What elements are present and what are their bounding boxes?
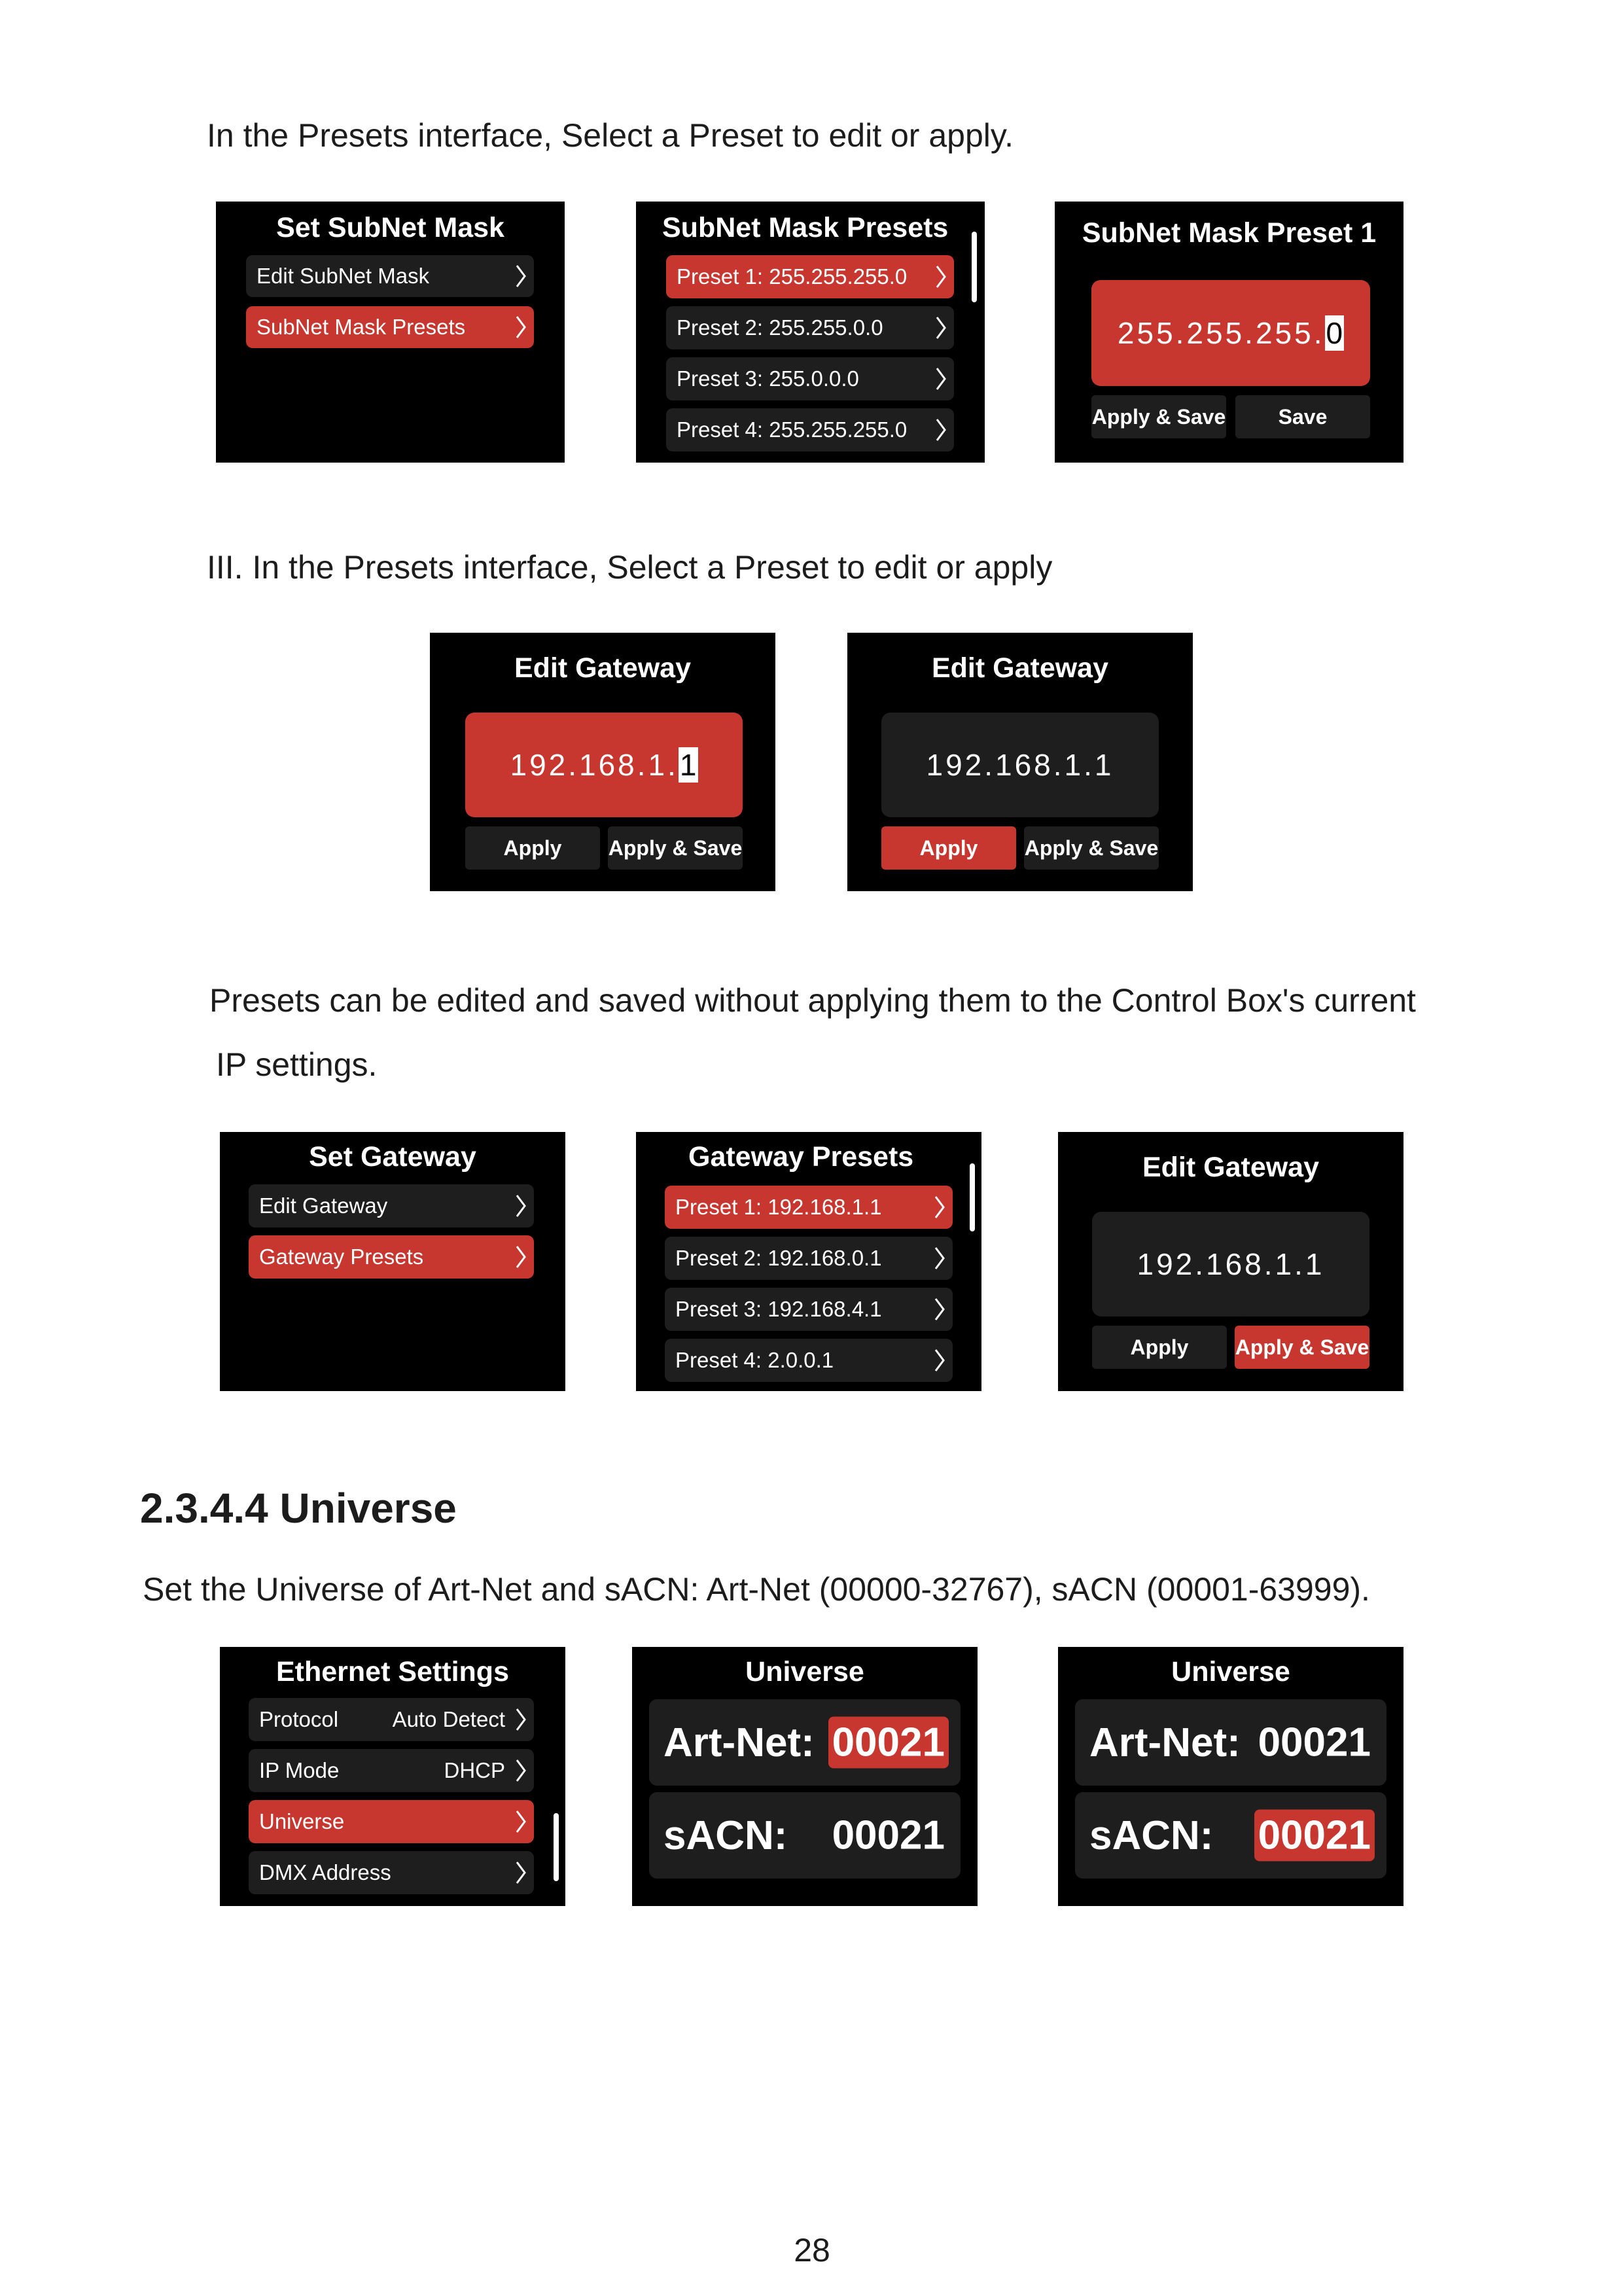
gateway-value-field[interactable]: 192.168.1.1 <box>881 713 1159 817</box>
apply-save-button[interactable]: Apply & Save <box>1024 826 1159 870</box>
artnet-value: 00021 <box>828 1717 949 1769</box>
sacn-value: 00021 <box>832 1812 945 1858</box>
screen-title: Set Gateway <box>309 1141 476 1173</box>
preset-item-4[interactable] <box>665 1339 953 1382</box>
menu-item-label: Edit SubNet Mask <box>256 264 430 288</box>
screen-title: Ethernet Settings <box>276 1656 509 1687</box>
scrollbar-thumb[interactable] <box>554 1813 559 1881</box>
screen-edit-gateway-apply <box>847 633 1193 891</box>
screen-title: SubNet Mask Preset 1 <box>1082 217 1377 249</box>
menu-item-label: Edit Gateway <box>259 1193 388 1218</box>
save-button[interactable]: Save <box>1235 395 1370 438</box>
menu-item-edit-subnet-mask[interactable] <box>246 255 534 297</box>
artnet-universe-row[interactable] <box>1075 1699 1386 1786</box>
apply-save-button[interactable]: Apply & Save <box>1235 1326 1369 1369</box>
page-number: 28 <box>794 2232 830 2269</box>
scrollbar-thumb[interactable] <box>970 1163 975 1231</box>
screen-set-gateway <box>220 1132 565 1391</box>
artnet-label: Art-Net: <box>1089 1720 1241 1765</box>
menu-item-ip-mode[interactable] <box>249 1749 534 1792</box>
chevron-right-icon <box>933 1194 946 1220</box>
preset-label: Preset 2: 255.255.0.0 <box>677 315 883 340</box>
sacn-label: sACN: <box>663 1812 788 1858</box>
chevron-right-icon <box>934 264 947 290</box>
value-text: 255.255.255. <box>1117 316 1325 350</box>
apply-save-button[interactable]: Apply & Save <box>608 826 743 870</box>
chevron-right-icon <box>514 263 527 289</box>
preset-label: Preset 1: 255.255.255.0 <box>677 264 908 289</box>
scrollbar-thumb[interactable] <box>972 232 977 302</box>
chevron-right-icon <box>933 1245 946 1271</box>
chevron-right-icon <box>514 1860 527 1886</box>
screen-title: Universe <box>745 1656 864 1687</box>
apply-save-button[interactable]: Apply & Save <box>1091 395 1226 438</box>
screen-edit-gateway-apply-save <box>1058 1132 1403 1391</box>
screen-set-subnet-mask <box>216 202 565 463</box>
sacn-value: 00021 <box>1254 1810 1375 1862</box>
artnet-universe-row[interactable] <box>649 1699 961 1786</box>
preset-item-2[interactable] <box>665 1237 953 1280</box>
chevron-right-icon <box>934 417 947 443</box>
preset-item-3[interactable] <box>666 357 954 400</box>
preset-item-4[interactable] <box>666 408 954 451</box>
sacn-universe-row[interactable] <box>1075 1792 1386 1879</box>
preset-label: Preset 2: 192.168.0.1 <box>675 1246 882 1270</box>
screen-subnet-mask-preset-1 <box>1055 202 1403 463</box>
preset-item-2[interactable] <box>666 306 954 349</box>
menu-item-label: SubNet Mask Presets <box>256 315 466 339</box>
chevron-right-icon <box>514 1244 527 1270</box>
intro-paragraph-3a: Presets can be edited and saved without applying them to the Control Box's current <box>209 982 1416 1019</box>
menu-item-label: Gateway Presets <box>259 1245 424 1269</box>
menu-item-value: DHCP <box>444 1758 505 1782</box>
screen-title: Edit Gateway <box>514 652 692 684</box>
menu-item-subnet-mask-presets[interactable] <box>246 306 534 348</box>
chevron-right-icon <box>514 1706 527 1733</box>
screen-edit-gateway-editing <box>430 633 775 891</box>
preset-label: Preset 3: 255.0.0.0 <box>677 366 859 391</box>
edit-cursor: 0 <box>1326 316 1343 350</box>
preset-label: Preset 3: 192.168.4.1 <box>675 1297 882 1321</box>
gateway-value-field[interactable]: 192.168.1.1 <box>1092 1212 1369 1316</box>
menu-item-label: DMX Address <box>259 1860 391 1884</box>
preset-label: Preset 4: 255.255.255.0 <box>677 417 908 442</box>
chevron-right-icon <box>514 314 527 340</box>
menu-item-gateway-presets[interactable] <box>249 1235 534 1279</box>
artnet-label: Art-Net: <box>663 1720 815 1765</box>
gateway-value-field[interactable] <box>465 713 743 817</box>
menu-item-universe[interactable] <box>249 1800 534 1843</box>
screen-title: Set SubNet Mask <box>276 212 504 243</box>
chevron-right-icon <box>933 1347 946 1373</box>
screen-subnet-mask-presets <box>636 202 985 463</box>
screen-title: Gateway Presets <box>688 1141 914 1173</box>
chevron-right-icon <box>934 366 947 392</box>
apply-button[interactable]: Apply <box>1092 1326 1227 1369</box>
screen-title: Universe <box>1171 1656 1290 1687</box>
apply-button[interactable]: Apply <box>881 826 1016 870</box>
preset-item-3[interactable] <box>665 1288 953 1331</box>
menu-item-dmx-address[interactable] <box>249 1851 534 1894</box>
menu-item-value: Auto Detect <box>392 1707 505 1731</box>
menu-item-label: Protocol <box>259 1707 339 1731</box>
artnet-value: 00021 <box>1258 1720 1371 1765</box>
menu-item-edit-gateway[interactable] <box>249 1184 534 1227</box>
screen-gateway-presets <box>636 1132 981 1391</box>
intro-paragraph-1: In the Presets interface, Select a Preset to edit or apply. <box>207 117 1014 154</box>
screen-universe-sacn <box>1058 1647 1403 1906</box>
screen-title: Edit Gateway <box>1142 1152 1320 1183</box>
preset-label: Preset 4: 2.0.0.1 <box>675 1348 834 1372</box>
section-heading-universe: 2.3.4.4 Universe <box>140 1485 457 1532</box>
sacn-universe-row[interactable] <box>649 1792 961 1879</box>
chevron-right-icon <box>514 1193 527 1219</box>
preset-item-1[interactable] <box>665 1186 953 1229</box>
screen-universe-artnet <box>632 1647 978 1906</box>
screen-title: Edit Gateway <box>931 652 1109 684</box>
sacn-label: sACN: <box>1089 1812 1214 1858</box>
subnet-mask-value-field[interactable] <box>1091 280 1370 386</box>
preset-item-1[interactable] <box>666 255 954 298</box>
edit-cursor: 1 <box>679 748 697 782</box>
menu-item-label: IP Mode <box>259 1758 340 1782</box>
intro-paragraph-3b: IP settings. <box>216 1046 378 1083</box>
screen-ethernet-settings <box>220 1647 565 1906</box>
value-text: 192.168.1. <box>510 748 679 782</box>
menu-item-label: Universe <box>259 1809 345 1833</box>
screen-title: SubNet Mask Presets <box>662 212 949 243</box>
chevron-right-icon <box>934 315 947 341</box>
chevron-right-icon <box>933 1296 946 1322</box>
menu-item-protocol[interactable] <box>249 1698 534 1741</box>
apply-button[interactable]: Apply <box>465 826 600 870</box>
chevron-right-icon <box>514 1757 527 1784</box>
chevron-right-icon <box>514 1809 527 1835</box>
preset-label: Preset 1: 192.168.1.1 <box>675 1195 882 1219</box>
intro-paragraph-2: III. In the Presets interface, Select a Preset to edit or apply <box>207 549 1053 586</box>
universe-description: Set the Universe of Art-Net and sACN: Art-Net (00000-32767), sACN (00001-63999). <box>143 1571 1370 1608</box>
